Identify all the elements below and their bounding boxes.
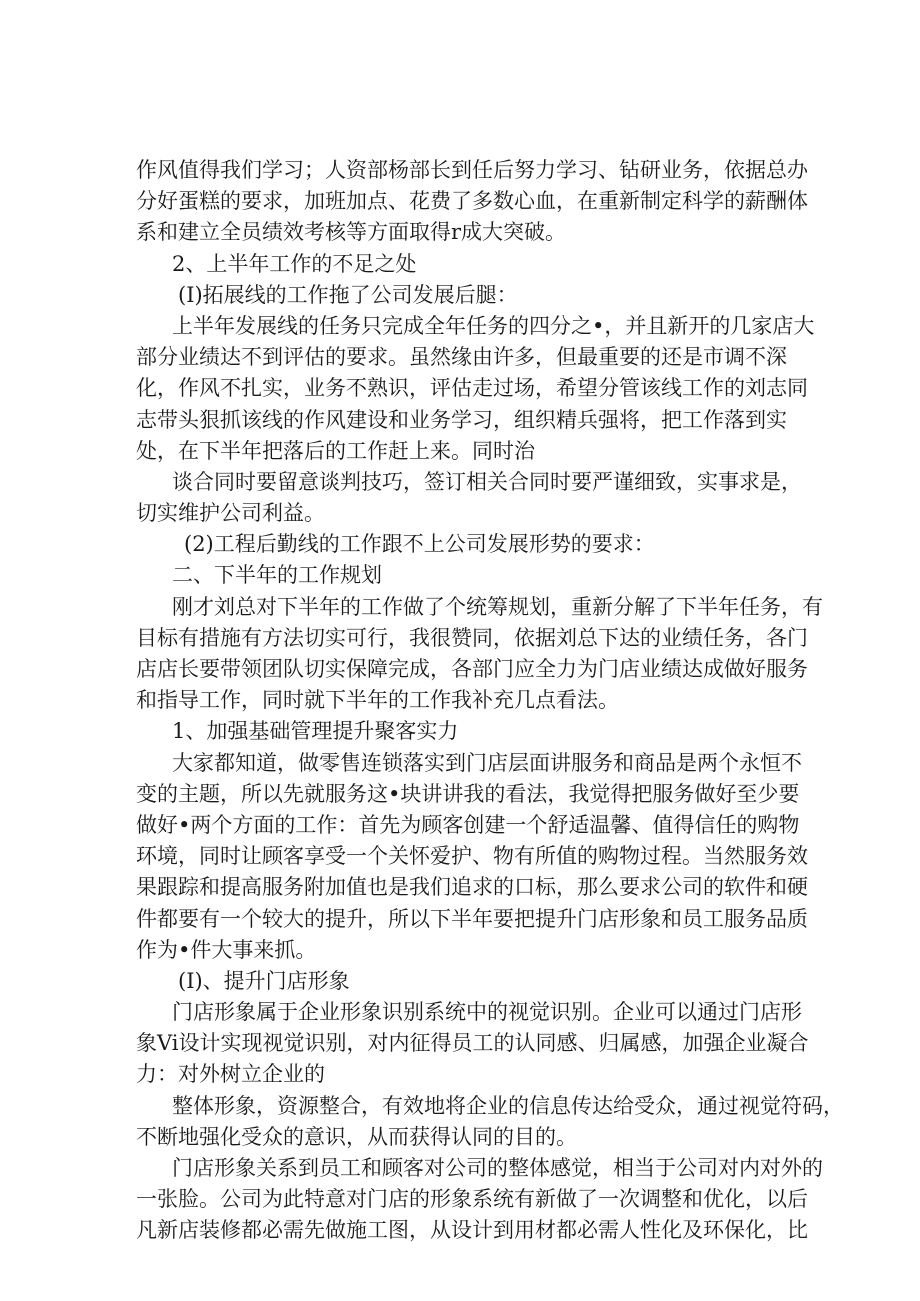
- text-line: 门店形象属于企业形象识别系统中的视觉识别。企业可以通过门店形: [172, 1000, 802, 1025]
- text-line: 果跟踪和提高服务附加值也是我们追求的口标，那么要求公司的软件和硬: [136, 875, 808, 900]
- subsection-heading: (I)、提升门店形象: [178, 968, 350, 993]
- text-line: 处，在下半年把落后的工作赶上来。同时治: [136, 438, 535, 463]
- text-line: 门店形象关系到员工和顾客对公司的整体感觉，相当于公司对内对外的: [172, 1156, 823, 1180]
- section-heading: 1、加强基础管理提升聚客实力: [172, 719, 459, 744]
- section-heading: 二、下半年的工作规划: [172, 563, 382, 588]
- text-line: 整体形象，资源整合，有效地将企业的信息传达给受众，通过视觉符码，: [172, 1093, 844, 1118]
- text-line: 大家都知道，做零售连锁落实到门店层面讲服务和商品是两个永恒不: [172, 750, 802, 775]
- text-line: 凡新店装修都必需先做施工图，从设计到用材都必需人性化及环保化，比: [136, 1218, 808, 1243]
- text-line: 和指导工作，同时就下半年的工作我补充几点看法。: [136, 688, 619, 713]
- text-line: 做好•两个方面的工作：首先为顾客创建一个舒适温馨、值得信任的购物: [136, 812, 800, 837]
- text-line: 不断地强化受众的意识，从而获得认同的目的。: [136, 1124, 577, 1149]
- text-line: 一张脸。公司为此特意对门店的形象系统有新做了一次调整和优化，以后: [136, 1187, 808, 1212]
- subsection-heading: (2)工程后勤线的工作跟不上公司发展形势的要求：: [184, 532, 655, 557]
- document-body: [136, 155, 844, 1247]
- text-line: 分好蛋糕的要求，加班加点、花费了多数心血，在重新制定科学的薪酬体: [136, 189, 808, 214]
- text-line: 系和建立全员绩效考核等方面取得r成大突破。: [136, 220, 567, 245]
- subsection-heading: (I)拓展线的工作拖了公司发展后腿：: [178, 282, 518, 307]
- text-line: 部分业绩达不到评估的要求。虽然缘由许多，但最重要的还是市调不深: [136, 345, 787, 370]
- text-line: 谈合同时要留意谈判技巧，签订相关合同时要严谨细致，实事求是，: [172, 469, 802, 494]
- text-line: 店店长要带领团队切实保障完成，各部门应全力为门店业绩达成做好服务: [136, 657, 808, 681]
- text-line: 作为•件大事来抓。: [136, 937, 317, 962]
- text-line: 力：对外树立企业的: [136, 1062, 325, 1087]
- text-line: 切实维护公司利益。: [136, 501, 325, 526]
- text-line: 作风值得我们学习；人资部杨部长到任后努力学习、钻研业务，依据总办: [136, 158, 808, 182]
- text-line: 件都要有一个较大的提升，所以下半年要把提升门店形象和员工服务品质: [136, 906, 808, 931]
- text-line: 刚才刘总对下半年的工作做了个统筹规划，重新分解了下半年任务，有: [172, 594, 823, 619]
- text-line: 象Vi设计实现视觉识别，对内征得员工的认同感、归属感，加强企业凝合: [136, 1031, 809, 1056]
- text-line: 上半年发展线的任务只完成全年任务的四分之•，并且新开的几家店大: [172, 313, 815, 338]
- text-line: 变的主题，所以先就服务这•块讲讲我的看法，我觉得把服务做好至少要: [136, 781, 800, 806]
- text-line: 环境，同时让顾客享受一个关怀爱护、物有所值的购物过程。当然服务效: [136, 844, 808, 869]
- text-line: 目标有措施有方法切实可行，我很赞同，依据刘总下达的业绩任务，各门: [136, 625, 808, 650]
- text-line: 志带头狠抓该线的作风建设和业务学习，组织精兵强将，把工作落到实: [136, 407, 787, 432]
- section-heading: 2、上半年工作的不足之处: [172, 251, 417, 276]
- text-line: 化，作风不扎实，业务不熟识，评估走过场，希望分管该线工作的刘志同: [136, 376, 808, 401]
